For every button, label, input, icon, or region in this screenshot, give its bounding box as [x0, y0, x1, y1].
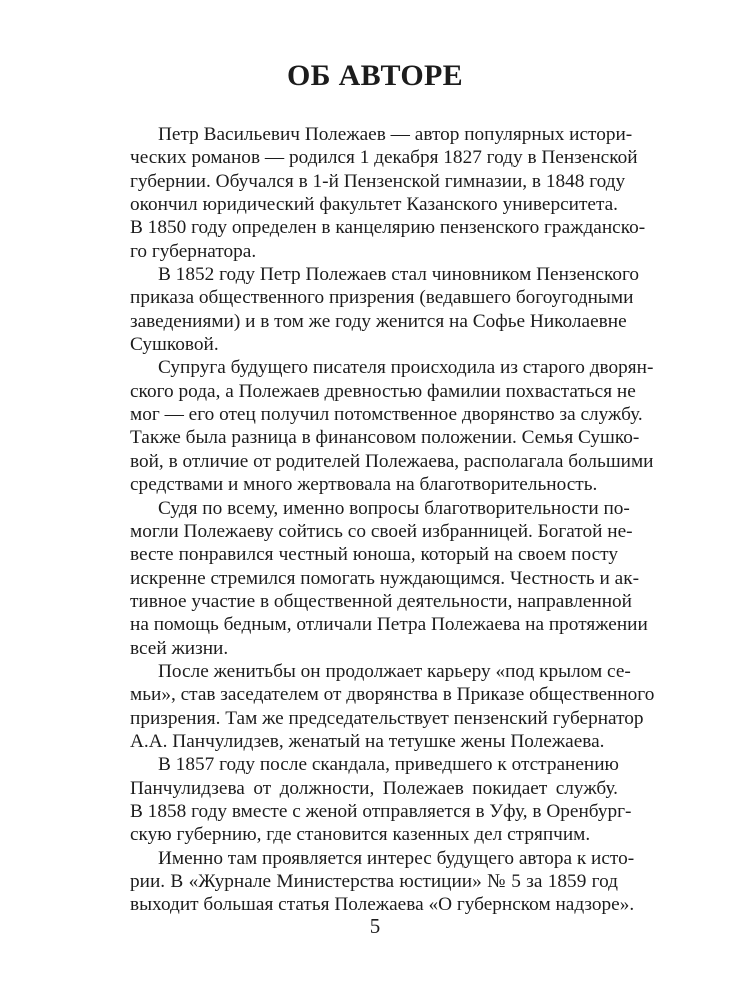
paragraph [130, 356, 654, 496]
text-line: В 1857 году после скандала, приведшего к отстранению [158, 754, 619, 776]
text-line: окончил юридический факультет Казанского университета. [130, 194, 618, 216]
text-line: В 1858 году вместе с женой отправляется в Уфу, в Оренбург- [130, 800, 632, 822]
text-line: заведениями) и в том же году женится на Софье Николаевне [130, 310, 627, 332]
text-line: Также была разница в финансовом положении. Семья Сушко- [130, 427, 640, 449]
text-line: Именно там проявляется интерес будущего автора к исто- [158, 847, 635, 869]
text-line: на помощь бедным, отличали Петра Полежаева на протяжении [130, 614, 648, 636]
text-line: Судя по всему, именно вопросы благотворительности по- [158, 497, 630, 519]
text-line: Супруга будущего писателя происходила из старого дворян- [158, 357, 654, 379]
page-title: ОБ АВТОРЕ [287, 59, 463, 92]
text-line: призрения. Там же председательствует пензенский губернатор [130, 707, 644, 729]
text-line: всей жизни. [130, 637, 229, 659]
text-line: В 1850 году определен в канцелярию пензенского гражданско- [130, 217, 646, 239]
paragraph [130, 753, 632, 846]
text-line: тивное участие в общественной деятельности, направленной [130, 590, 632, 612]
text-line: После женитьбы он продолжает карьеру «под крылом се- [158, 660, 631, 682]
paragraph [130, 123, 646, 263]
text-line: губернии. Обучался в 1-й Пензенской гимназии, в 1848 году [130, 170, 626, 192]
text-line: В 1852 году Петр Полежаев стал чиновником Пензенского [158, 264, 640, 286]
text-line: мьи», став заседателем от дворянства в Приказе общественного [130, 684, 655, 706]
text-line: Панчулидзева от должности, Полежаев покидает службу. [130, 777, 618, 799]
text-line: вой, в отличие от родителей Полежаева, располагала большими [130, 450, 654, 472]
paragraph [130, 847, 635, 917]
page-number: 5 [369, 914, 381, 938]
text-line: выходит большая статья Полежаева «О губернском надзоре». [130, 894, 635, 916]
text-line: ского рода, а Полежаев древностью фамилии похвастаться не [130, 380, 636, 402]
text-line: искренне стремился помогать нуждающимся. Честность и ак- [130, 567, 640, 589]
text-line: скую губернию, где становится казенных дел стряпчим. [130, 824, 591, 846]
paragraph [130, 660, 655, 753]
text-line: А.А. Панчулидзев, женатый на тетушке жены Полежаева. [130, 730, 605, 752]
text-line: Петр Васильевич Полежаев — автор популярных истори- [158, 124, 633, 145]
body-text [130, 123, 655, 917]
text-line: приказа общественного призрения (ведавшего богоугодными [130, 287, 634, 309]
text-line: могли Полежаеву сойтись со своей избранницей. Богатой не- [130, 520, 633, 542]
text-line: мог — его отец получил потомственное дворянство за службу. [130, 404, 643, 426]
text-line: рии. В «Журнале Министерства юстиции» № 5 за 1859 год [130, 871, 618, 892]
text-line: Сушковой. [130, 334, 219, 356]
paragraph [130, 263, 640, 356]
text-line: средствами и много жертвовала на благотворительность. [130, 474, 598, 496]
text-line: ческих романов — родился 1 декабря 1827 году в Пензенской [130, 147, 638, 169]
paragraph [130, 497, 648, 660]
text-line: го губернатора. [130, 240, 257, 262]
text-line: весте понравился честный юноша, который на своем посту [130, 544, 618, 566]
